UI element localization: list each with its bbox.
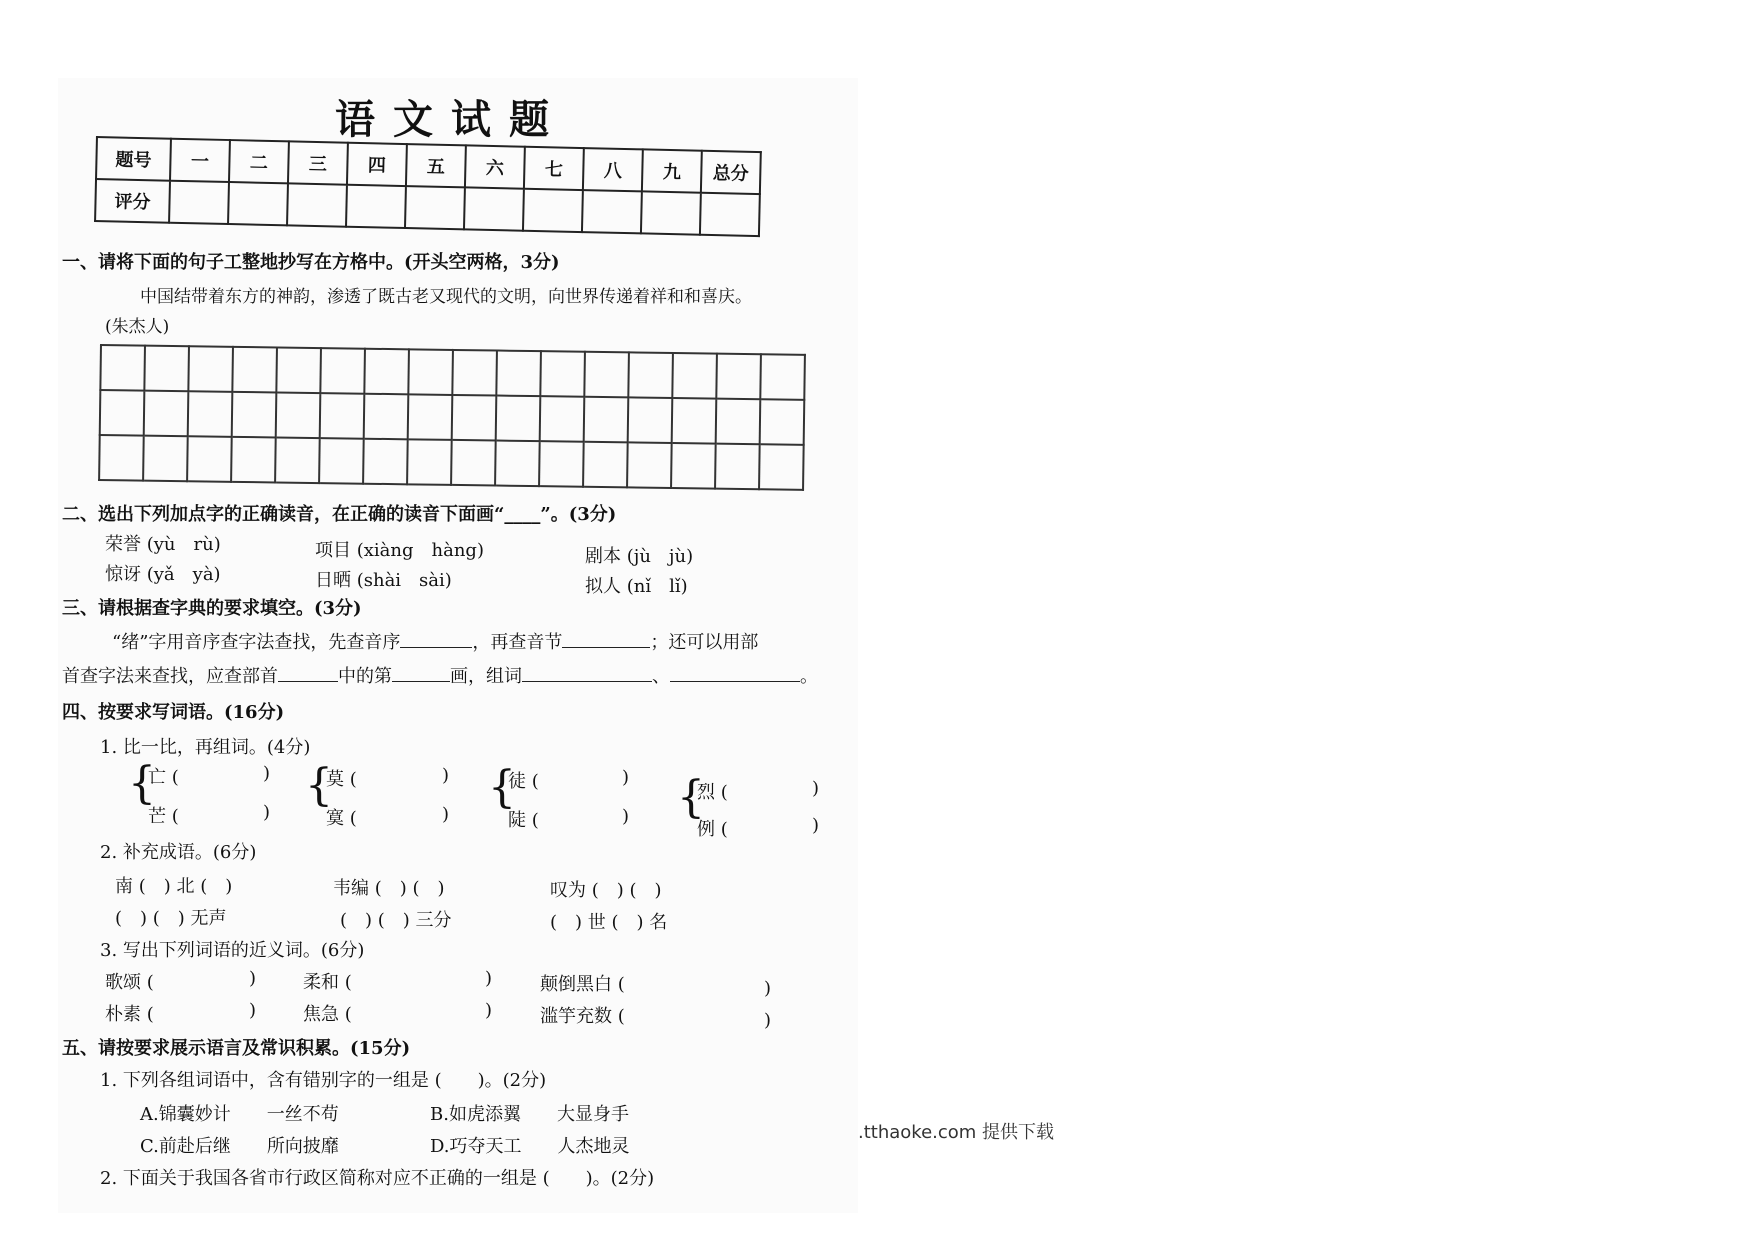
q3-text: ，再查音节	[472, 632, 563, 653]
grid-cell[interactable]	[188, 346, 233, 392]
q1-heading: 一、请将下面的句子工整地抄写在方格中。(开头空两格，3分)	[62, 252, 560, 273]
grid-cell[interactable]	[364, 394, 409, 440]
compare-close: )	[442, 765, 450, 786]
grid-cell[interactable]	[320, 393, 365, 439]
score-table	[94, 136, 762, 237]
grid-cell[interactable]	[188, 391, 233, 437]
grid-cell[interactable]	[539, 441, 584, 487]
compare-word: 徒 (	[508, 771, 539, 792]
synonym-item: 歌颂 (	[105, 972, 154, 993]
q3-text: “绪”字用音序查字法查找，先查音序	[112, 632, 401, 653]
q3-text: 中的第	[338, 666, 392, 687]
score-header-cell: 二	[229, 140, 289, 183]
synonym-item: 焦急 (	[303, 1004, 352, 1025]
grid-cell[interactable]	[232, 392, 277, 438]
q2-item: 日晒 (shài sài)	[315, 570, 452, 591]
score-value-cell[interactable]	[405, 186, 465, 229]
grid-cell[interactable]	[364, 349, 409, 395]
idiom-item: ( ) ( ) 无声	[115, 908, 227, 929]
grid-cell[interactable]	[760, 354, 805, 400]
compare-word: 陡 (	[508, 810, 539, 831]
score-value-cell[interactable]	[641, 191, 701, 234]
grid-cell[interactable]	[143, 436, 188, 482]
grid-cell[interactable]	[99, 435, 144, 481]
grid-cell[interactable]	[144, 346, 189, 392]
compare-word: 亡 (	[148, 767, 179, 788]
grid-cell[interactable]	[759, 444, 804, 490]
grid-cell[interactable]	[363, 439, 408, 485]
synonym-item: 柔和 (	[303, 972, 352, 993]
q5-sub2: 2. 下面关于我国各省市行政区简称对应不正确的一组是 ( )。(2分)	[100, 1168, 655, 1189]
copy-grid[interactable]	[98, 344, 806, 491]
q5-option-b: B.如虎添翼 大显身手	[430, 1104, 629, 1125]
grid-cell[interactable]	[495, 441, 540, 487]
grid-cell[interactable]	[408, 394, 453, 440]
q2-item: 剧本 (jù jù)	[585, 546, 694, 567]
page-title: 语文试题	[335, 96, 567, 143]
grid-cell[interactable]	[628, 397, 673, 443]
brace-icon: {	[488, 762, 516, 813]
q5-heading: 五、请按要求展示语言及常识积累。(15分)	[62, 1038, 411, 1059]
compare-close: )	[812, 815, 820, 836]
brace-icon: {	[305, 760, 333, 811]
score-header-cell: 五	[406, 144, 466, 187]
grid-cell[interactable]	[451, 440, 496, 486]
q2-item: 惊讶 (yǎ yà)	[105, 564, 221, 585]
score-value-cell[interactable]	[346, 185, 406, 228]
grid-cell[interactable]	[716, 354, 761, 400]
synonym-item: 朴素 (	[105, 1004, 154, 1025]
q5-option-d: D.巧夺天工 人杰地灵	[430, 1136, 630, 1157]
q1-sentence: 中国结带着东方的神韵，渗透了既古老又现代的文明，向世界传递着祥和和喜庆。	[140, 287, 752, 307]
compare-close: )	[622, 806, 630, 827]
grid-cell[interactable]	[407, 439, 452, 485]
score-header-cell: 题号	[96, 137, 171, 181]
grid-cell[interactable]	[187, 436, 232, 482]
synonym-item: 颠倒黑白 (	[540, 974, 625, 995]
q3-line2	[62, 662, 818, 688]
synonym-close: )	[764, 978, 772, 999]
q2-heading: 二、选出下列加点字的正确读音，在正确的读音下面画“____”。(3分)	[62, 504, 617, 525]
grid-cell[interactable]	[276, 347, 321, 393]
answer-blank[interactable]	[278, 667, 338, 682]
q1-author: (朱杰人)	[105, 317, 170, 337]
grid-cell[interactable]	[627, 442, 672, 488]
q5-option-c: C.前赴后继 所向披靡	[140, 1136, 339, 1157]
q3-text: 首查字法来查找，应查部首	[62, 666, 278, 687]
compare-close: )	[442, 804, 450, 825]
grid-cell[interactable]	[320, 348, 365, 394]
synonym-close: )	[485, 1000, 493, 1021]
idiom-item: 南 ( ) 北 ( )	[115, 876, 233, 897]
synonym-close: )	[485, 968, 493, 989]
answer-blank[interactable]	[522, 667, 652, 682]
download-watermark: .tthaoke.com 提供下载	[858, 1122, 1055, 1143]
q3-text: 、	[652, 666, 670, 687]
q5-option-a: A.锦囊妙计 一丝不苟	[140, 1104, 339, 1125]
score-header-cell: 四	[347, 143, 407, 186]
score-header-cell: 七	[524, 147, 584, 190]
score-value-cell[interactable]	[523, 189, 583, 232]
answer-blank[interactable]	[670, 667, 800, 682]
q3-text: ；还可以用部	[650, 632, 759, 653]
answer-blank[interactable]	[392, 667, 450, 682]
idiom-item: 叹为 ( ) ( )	[550, 880, 662, 901]
grid-cell[interactable]	[100, 390, 145, 436]
grid-cell[interactable]	[540, 396, 585, 442]
q2-item: 荣誉 (yù rù)	[105, 534, 221, 555]
score-header-cell: 九	[642, 149, 702, 192]
compare-close: )	[263, 763, 271, 784]
grid-cell[interactable]	[144, 391, 189, 437]
grid-cell[interactable]	[584, 352, 629, 398]
compare-close: )	[622, 767, 630, 788]
grid-cell[interactable]	[715, 444, 760, 490]
score-header-cell: 一	[170, 139, 230, 182]
answer-blank[interactable]	[562, 633, 650, 648]
idiom-item: 韦编 ( ) ( )	[333, 878, 445, 899]
grid-cell[interactable]	[672, 398, 717, 444]
q5-sub1: 1. 下列各组词语中，含有错别字的一组是 ( )。(2分)	[100, 1070, 547, 1091]
compare-word: 烈 (	[697, 782, 728, 803]
q4-heading: 四、按要求写词语。(16分)	[62, 702, 285, 723]
grid-cell[interactable]	[275, 437, 320, 483]
grid-cell[interactable]	[496, 351, 541, 397]
synonym-close: )	[249, 968, 257, 989]
compare-word: 例 (	[697, 819, 728, 840]
grid-cell[interactable]	[408, 349, 453, 395]
grid-cell[interactable]	[760, 399, 805, 445]
score-header-cell: 六	[465, 145, 525, 188]
q4-sub3: 3. 写出下列词语的近义词。(6分)	[100, 940, 365, 961]
score-header-cell: 总分	[701, 151, 761, 194]
grid-cell[interactable]	[100, 345, 145, 391]
q3-line1	[112, 628, 758, 654]
grid-cell[interactable]	[628, 352, 673, 398]
grid-cell[interactable]	[452, 350, 497, 396]
grid-cell[interactable]	[452, 395, 497, 441]
compare-word: 寞 (	[326, 808, 357, 829]
score-value-cell[interactable]: 评分	[95, 179, 170, 223]
grid-cell[interactable]	[231, 437, 276, 483]
grid-row	[99, 435, 804, 490]
compare-word: 芒 (	[148, 806, 179, 827]
q2-item: 拟人 (nǐ lǐ)	[585, 576, 688, 597]
answer-blank[interactable]	[400, 633, 472, 648]
q4-sub1: 1. 比一比，再组词。(4分)	[100, 737, 311, 758]
brace-icon: {	[677, 772, 705, 823]
grid-cell[interactable]	[496, 396, 541, 442]
score-value-cell[interactable]	[287, 183, 347, 226]
q3-text: 。	[800, 666, 818, 687]
idiom-item: ( ) ( ) 三分	[340, 910, 452, 931]
synonym-item: 滥竽充数 (	[540, 1006, 625, 1027]
grid-cell[interactable]	[716, 399, 761, 445]
grid-cell[interactable]	[540, 351, 585, 397]
q3-text: 画，组词	[450, 666, 522, 687]
brace-icon: {	[128, 758, 156, 809]
idiom-item: ( ) 世 ( ) 名	[550, 912, 668, 933]
synonym-close: )	[249, 1000, 257, 1021]
grid-cell[interactable]	[232, 347, 277, 393]
grid-cell[interactable]	[319, 438, 364, 484]
compare-close: )	[263, 802, 271, 823]
score-value-cell[interactable]	[169, 181, 229, 224]
grid-cell[interactable]	[276, 392, 321, 438]
compare-word: 莫 (	[326, 769, 357, 790]
grid-cell[interactable]	[672, 353, 717, 399]
q3-heading: 三、请根据查字典的要求填空。(3分)	[62, 598, 362, 619]
grid-cell[interactable]	[671, 443, 716, 489]
score-value-cell[interactable]	[228, 182, 288, 225]
compare-close: )	[812, 778, 820, 799]
score-value-cell[interactable]	[582, 190, 642, 233]
synonym-close: )	[764, 1010, 772, 1031]
score-value-cell[interactable]	[464, 187, 524, 230]
score-value-cell[interactable]	[700, 193, 760, 236]
grid-cell[interactable]	[583, 442, 628, 488]
score-header-cell: 八	[583, 148, 643, 191]
score-header-cell: 三	[288, 141, 348, 184]
q4-sub2: 2. 补充成语。(6分)	[100, 842, 257, 863]
grid-cell[interactable]	[584, 397, 629, 443]
q2-item: 项目 (xiàng hàng)	[315, 540, 484, 561]
